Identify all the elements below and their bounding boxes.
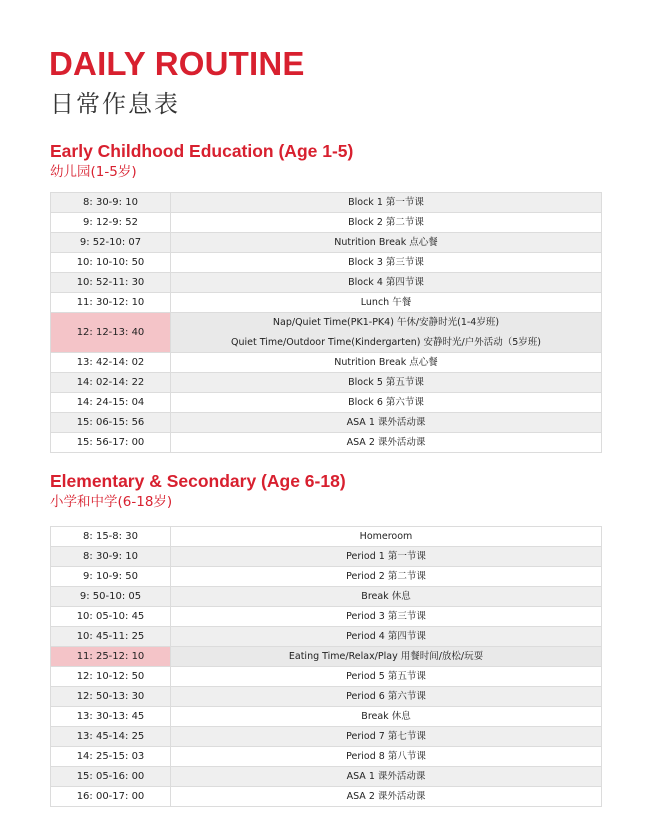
activity-cell: Break 休息 bbox=[171, 707, 602, 727]
time-cell: 10: 45-11: 25 bbox=[51, 627, 171, 647]
activity-line-1: Nap/Quiet Time(PK1-PK4) 午休/安静时光(1-4岁班) bbox=[272, 317, 500, 328]
activity-cell: Block 3 第三节课 bbox=[171, 253, 602, 273]
table-row bbox=[51, 567, 602, 587]
table-row-highlighted bbox=[51, 313, 602, 353]
activity-cell: Period 3 第三节课 bbox=[171, 607, 602, 627]
activity-cell: Period 7 第七节课 bbox=[171, 727, 602, 747]
activity-cell: Period 1 第一节课 bbox=[171, 547, 602, 567]
activity-cell: Nutrition Break 点心餐 bbox=[171, 233, 602, 253]
table-row bbox=[51, 527, 602, 547]
activity-cell: ASA 1 课外活动课 bbox=[171, 767, 602, 787]
activity-line-2: Quiet Time/Outdoor Time(Kindergarten) 安静时光/户外活动（5岁班) bbox=[231, 336, 541, 348]
elementary-section-title: Elementary & Secondary (Age 6-18) bbox=[50, 471, 346, 491]
table-row bbox=[51, 667, 602, 687]
time-cell: 13: 42-14: 02 bbox=[51, 353, 171, 373]
elementary-schedule-table bbox=[50, 526, 602, 807]
activity-cell: Block 1 第一节课 bbox=[171, 193, 602, 213]
table-row bbox=[51, 627, 602, 647]
time-cell: 9: 10-9: 50 bbox=[51, 567, 171, 587]
activity-cell: Lunch 午餐 bbox=[171, 293, 602, 313]
table-row bbox=[51, 727, 602, 747]
activity-cell: Eating Time/Relax/Play 用餐时间/放松/玩耍 bbox=[171, 647, 602, 667]
table-row bbox=[51, 433, 602, 453]
table-row bbox=[51, 547, 602, 567]
activity-cell bbox=[171, 313, 602, 353]
activity-cell: ASA 1 课外活动课 bbox=[171, 413, 602, 433]
activity-cell: Block 4 第四节课 bbox=[171, 273, 602, 293]
activity-cell: ASA 2 课外活动课 bbox=[171, 433, 602, 453]
time-cell: 15: 56-17: 00 bbox=[51, 433, 171, 453]
activity-cell: Nutrition Break 点心餐 bbox=[171, 353, 602, 373]
table-row bbox=[51, 213, 602, 233]
table-row bbox=[51, 413, 602, 433]
time-cell: 9: 50-10: 05 bbox=[51, 587, 171, 607]
activity-cell: Block 6 第六节课 bbox=[171, 393, 602, 413]
activity-cell: Break 休息 bbox=[171, 587, 602, 607]
time-cell: 10: 10-10: 50 bbox=[51, 253, 171, 273]
time-cell: 14: 25-15: 03 bbox=[51, 747, 171, 767]
time-cell: 15: 06-15: 56 bbox=[51, 413, 171, 433]
activity-cell: Period 8 第八节课 bbox=[171, 747, 602, 767]
time-cell: 8: 15-8: 30 bbox=[51, 527, 171, 547]
time-cell: 14: 24-15: 04 bbox=[51, 393, 171, 413]
table-row bbox=[51, 747, 602, 767]
time-cell: 11: 30-12: 10 bbox=[51, 293, 171, 313]
early-section-title: Early Childhood Education (Age 1-5) bbox=[50, 141, 354, 161]
time-cell: 14: 02-14: 22 bbox=[51, 373, 171, 393]
table-row bbox=[51, 707, 602, 727]
time-cell: 13: 30-13: 45 bbox=[51, 707, 171, 727]
table-row bbox=[51, 607, 602, 627]
table-row bbox=[51, 353, 602, 373]
time-cell: 10: 52-11: 30 bbox=[51, 273, 171, 293]
activity-cell: ASA 2 课外活动课 bbox=[171, 787, 602, 807]
time-cell: 12: 12-13: 40 bbox=[51, 313, 171, 353]
time-cell: 11: 25-12: 10 bbox=[51, 647, 171, 667]
table-row bbox=[51, 687, 602, 707]
page-subtitle: 日常作息表 bbox=[50, 90, 180, 118]
table-row bbox=[51, 293, 602, 313]
time-cell: 13: 45-14: 25 bbox=[51, 727, 171, 747]
early-schedule-table bbox=[50, 192, 602, 453]
activity-cell: Period 6 第六节课 bbox=[171, 687, 602, 707]
table-row bbox=[51, 373, 602, 393]
time-cell: 16: 00-17: 00 bbox=[51, 787, 171, 807]
elementary-section-subtitle: 小学和中学(6-18岁) bbox=[50, 494, 173, 510]
table-row bbox=[51, 767, 602, 787]
table-row bbox=[51, 393, 602, 413]
table-row bbox=[51, 273, 602, 293]
table-row bbox=[51, 193, 602, 213]
table-row-highlighted bbox=[51, 647, 602, 667]
early-section-subtitle: 幼儿园(1-5岁) bbox=[50, 164, 137, 180]
time-cell: 8: 30-9: 10 bbox=[51, 193, 171, 213]
table-row bbox=[51, 253, 602, 273]
time-cell: 8: 30-9: 10 bbox=[51, 547, 171, 567]
activity-cell: Homeroom bbox=[171, 527, 602, 547]
activity-cell: Period 2 第二节课 bbox=[171, 567, 602, 587]
table-row bbox=[51, 787, 602, 807]
time-cell: 15: 05-16: 00 bbox=[51, 767, 171, 787]
time-cell: 9: 52-10: 07 bbox=[51, 233, 171, 253]
activity-cell: Period 5 第五节课 bbox=[171, 667, 602, 687]
activity-cell: Block 5 第五节课 bbox=[171, 373, 602, 393]
activity-cell: Period 4 第四节课 bbox=[171, 627, 602, 647]
activity-cell: Block 2 第二节课 bbox=[171, 213, 602, 233]
table-row bbox=[51, 587, 602, 607]
time-cell: 12: 50-13: 30 bbox=[51, 687, 171, 707]
time-cell: 10: 05-10: 45 bbox=[51, 607, 171, 627]
table-row bbox=[51, 233, 602, 253]
time-cell: 9: 12-9: 52 bbox=[51, 213, 171, 233]
page-title: DAILY ROUTINE bbox=[49, 45, 305, 82]
time-cell: 12: 10-12: 50 bbox=[51, 667, 171, 687]
